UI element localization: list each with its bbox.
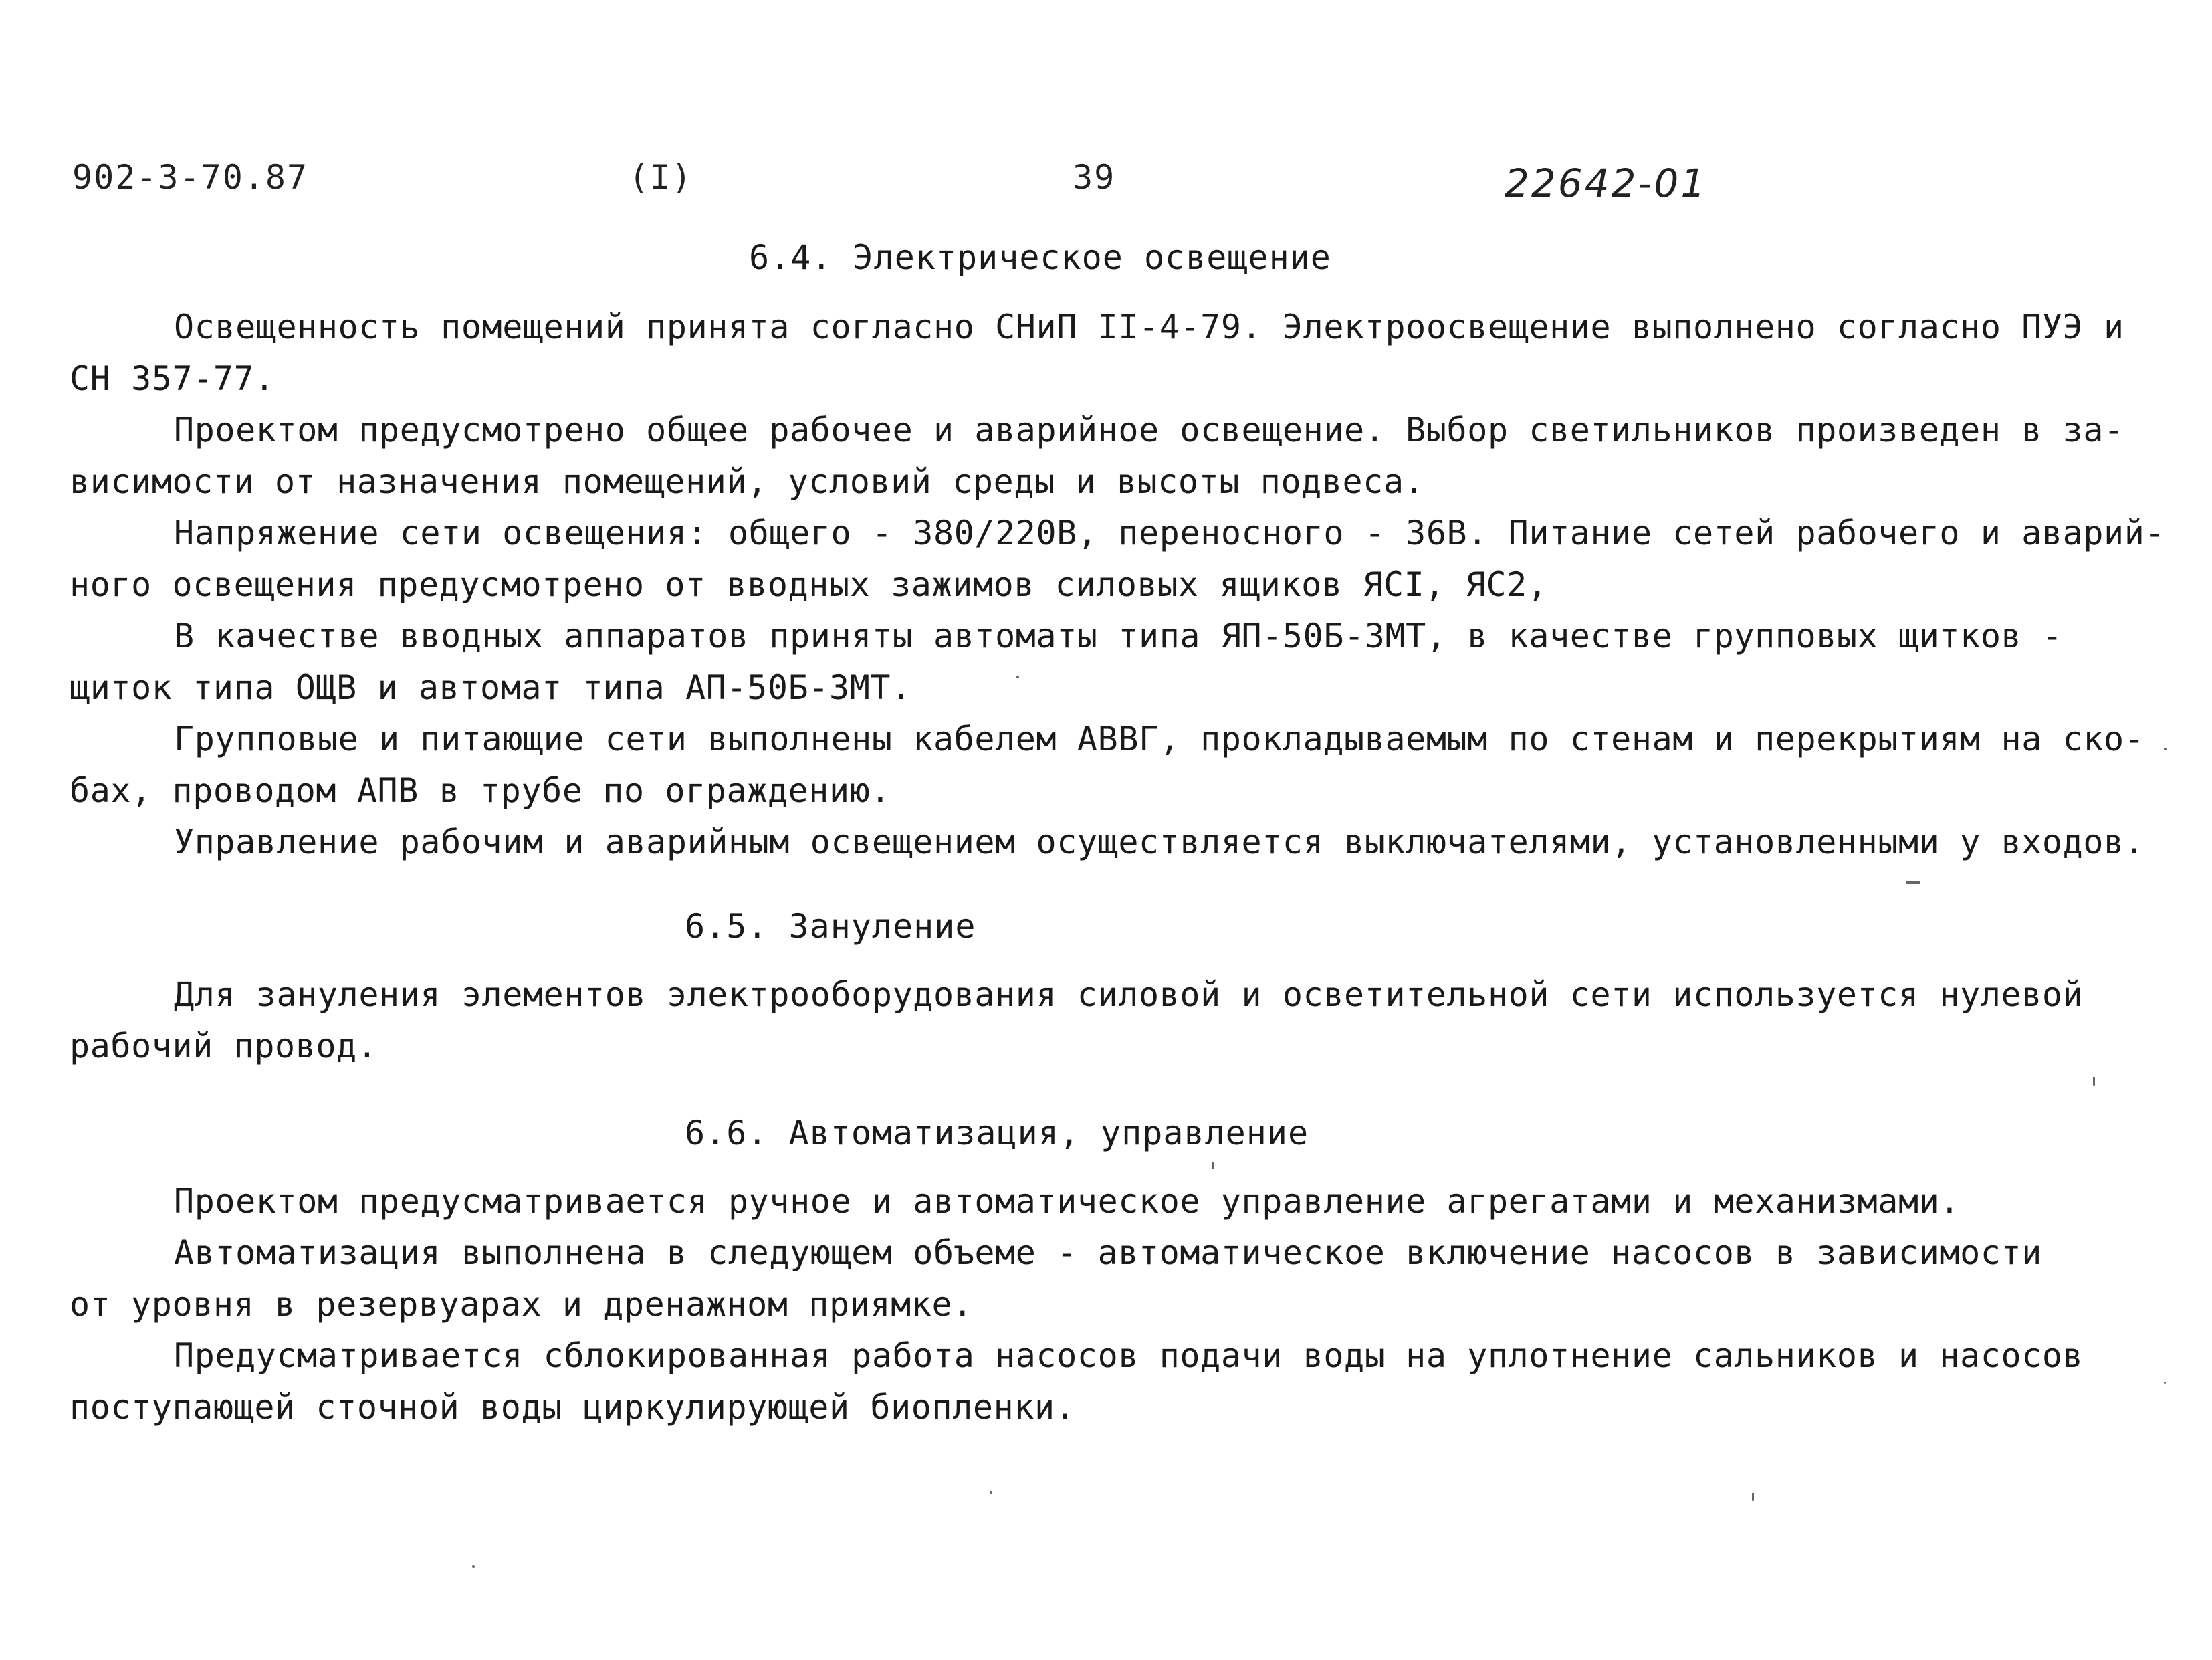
paragraph-line: ного освещения предусмотрено от вводных зажимов силовых ящиков ЯСI, ЯС2, [70, 565, 1548, 604]
scan-speck [472, 1565, 475, 1568]
scan-speck [1906, 881, 1920, 884]
scan-speck [2093, 1077, 2095, 1086]
scan-speck [1752, 1493, 1754, 1501]
paragraph-line: бах, проводом АПВ в трубе по ограждению. [70, 771, 891, 810]
paragraph-line: Автоматизация выполнена в следующем объеме - автоматическое включение насосов в зависимости [174, 1233, 2042, 1272]
scan-speck [2164, 1382, 2166, 1384]
paragraph-line: Управление рабочим и аварийным освещением осуществляется выключателями, установленными у входов. [174, 823, 2145, 861]
paragraph-line: Освещенность помещений принята согласно СНиП II-4-79. Электроосвещение выполнено согласно ПУЭ и [174, 308, 2124, 346]
section-heading-automation: 6.6. Автоматизация, управление [685, 1114, 1309, 1152]
paragraph-line: Напряжение сети освещения: общего - 380/220В, переносного - 36В. Питание сетей рабочего и аварий- [174, 514, 2166, 552]
paragraph-line: поступающей сточной воды циркулирующей биопленки. [70, 1388, 1076, 1427]
paragraph-line: В качестве вводных аппаратов приняты автоматы типа ЯП-50Б-3МТ, в качестве групповых щитков - [174, 617, 2063, 655]
paragraph-line: щиток типа ОЩВ и автомат типа АП-50Б-3МТ. [70, 668, 911, 707]
paragraph-line: Предусматривается сблокированная работа насосов подачи воды на уплотнение сальников и насосов [174, 1336, 2084, 1375]
paragraph-line: от уровня в резервуарах и дренажном приямке. [70, 1285, 973, 1324]
scan-speck [1212, 1162, 1214, 1169]
paragraph-line: СН 357-77. [70, 359, 275, 398]
paragraph-line: Групповые и питающие сети выполнены кабелем АВВГ, прокладываемым по стенам и перекрытиям на ско- [174, 720, 2145, 758]
scan-speck [1016, 676, 1019, 678]
inventory-number: 22642-01 [1505, 161, 1708, 206]
document-code: 902-3-70.87 [72, 158, 309, 197]
volume-number: (I) [629, 158, 693, 197]
paragraph-line: висимости от назначения помещений, условий среды и высоты подвеса. [70, 462, 1425, 501]
paragraph-line: рабочий провод. [70, 1027, 378, 1065]
paragraph-line: Для зануления элементов электрооборудования силовой и осветительной сети используется нулевой [174, 975, 2084, 1014]
section-heading-lighting: 6.4. Электрическое освещение [749, 238, 1331, 277]
paragraph-line: Проектом предусматривается ручное и автоматическое управление агрегатами и механизмами. [174, 1182, 1961, 1221]
paragraph-line: Проектом предусмотрено общее рабочее и аварийное освещение. Выбор светильников произведен в за- [174, 411, 2124, 449]
scan-speck [990, 1491, 992, 1494]
page-number: 39 [1073, 158, 1116, 197]
section-heading-grounding: 6.5. Зануление [685, 907, 976, 946]
scan-speck [2164, 748, 2167, 750]
